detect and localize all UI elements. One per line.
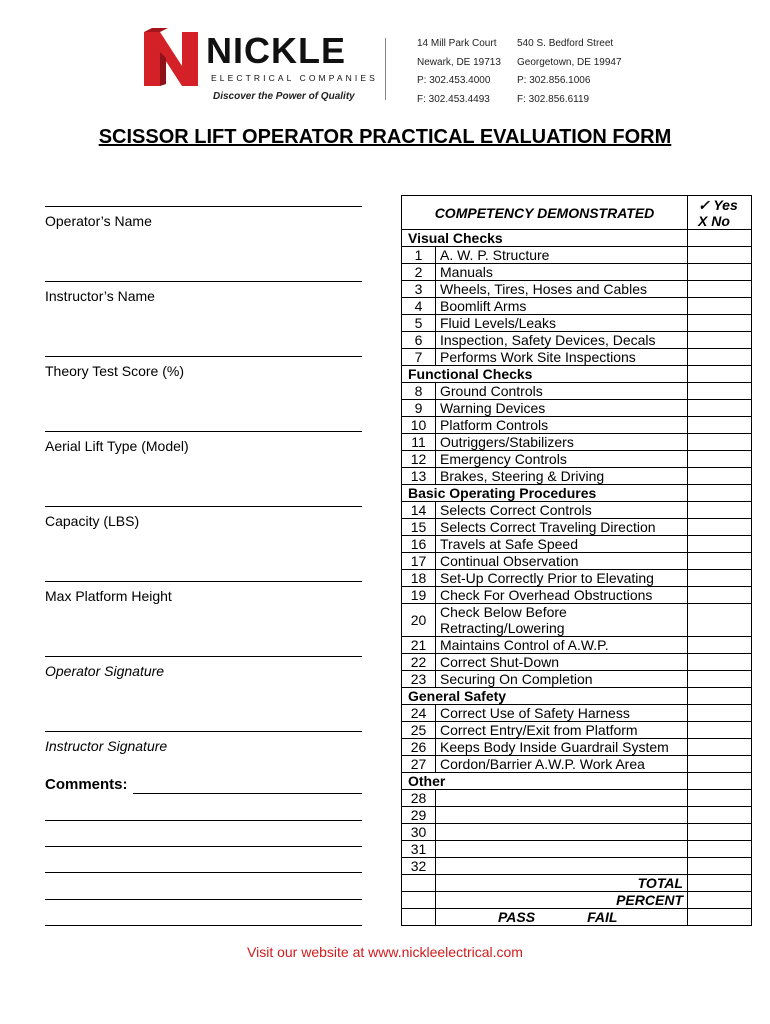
table-row: [402, 739, 752, 756]
item-text: Brakes, Steering & Driving: [436, 468, 688, 485]
section-title: Basic Operating Procedures: [402, 485, 688, 502]
item-text: Inspection, Safety Devices, Decals: [436, 332, 688, 349]
no-legend: X No: [698, 212, 730, 229]
item-text: Fluid Levels/Leaks: [436, 315, 688, 332]
check-cell[interactable]: [688, 587, 752, 604]
item-number: 15: [402, 519, 436, 536]
check-cell[interactable]: [688, 739, 752, 756]
item-number: 9: [402, 400, 436, 417]
section-title: Other: [402, 773, 688, 790]
table-row: [402, 790, 752, 807]
check-cell[interactable]: [688, 298, 752, 315]
table-row: [402, 553, 752, 570]
item-text: Boomlift Arms: [436, 298, 688, 315]
table-row: [402, 536, 752, 553]
table-row: [402, 604, 752, 637]
item-number: 3: [402, 281, 436, 298]
item-number: 21: [402, 637, 436, 654]
nickle-n-logo-icon: [140, 28, 202, 90]
company-logo: [140, 28, 380, 104]
item-number: 12: [402, 451, 436, 468]
item-text: Platform Controls: [436, 417, 688, 434]
pass-fail-row: [402, 909, 752, 926]
item-text: Continual Observation: [436, 553, 688, 570]
item-number: 2: [402, 264, 436, 281]
check-cell[interactable]: [688, 230, 752, 247]
item-text: Set-Up Correctly Prior to Elevating: [436, 570, 688, 587]
competency-header: COMPETENCY DEMONSTRATED: [402, 196, 688, 230]
blank-cell: [402, 892, 436, 909]
item-text: Selects Correct Traveling Direction: [436, 519, 688, 536]
item-number: 32: [402, 858, 436, 875]
max-platform-height-field[interactable]: Max Platform Height: [45, 581, 362, 604]
check-cell[interactable]: [688, 485, 752, 502]
table-row: [402, 332, 752, 349]
check-cell[interactable]: [688, 536, 752, 553]
comments-label: Comments:: [45, 776, 128, 793]
table-row: [402, 570, 752, 587]
table-row: [402, 705, 752, 722]
item-text: [436, 824, 688, 841]
item-text: A. W. P. Structure: [436, 247, 688, 264]
item-text: Correct Entry/Exit from Platform: [436, 722, 688, 739]
pass-fail-cell[interactable]: [436, 909, 688, 926]
item-number: 11: [402, 434, 436, 451]
item-text: Cordon/Barrier A.W.P. Work Area: [436, 756, 688, 773]
check-cell[interactable]: [688, 688, 752, 705]
check-cell[interactable]: [688, 909, 752, 926]
yes-no-legend: [688, 196, 752, 230]
item-number: 17: [402, 553, 436, 570]
section-row: [402, 485, 752, 502]
item-text: Correct Shut-Down: [436, 654, 688, 671]
check-cell[interactable]: [688, 434, 752, 451]
aerial-lift-type-field[interactable]: Aerial Lift Type (Model): [45, 431, 362, 454]
check-cell[interactable]: [688, 349, 752, 366]
item-text: Check For Overhead Obstructions: [436, 587, 688, 604]
item-text: Outriggers/Stabilizers: [436, 434, 688, 451]
item-text: Check Below Before Retracting/Lowering: [436, 604, 688, 637]
item-number: 10: [402, 417, 436, 434]
item-text: Securing On Completion: [436, 671, 688, 688]
item-text: Travels at Safe Speed: [436, 536, 688, 553]
check-cell[interactable]: [688, 756, 752, 773]
summary-value-cell[interactable]: [688, 875, 752, 892]
check-cell[interactable]: [688, 722, 752, 739]
check-cell[interactable]: [688, 841, 752, 858]
item-number: 27: [402, 756, 436, 773]
section-row: [402, 230, 752, 247]
blank-cell: [402, 909, 436, 926]
check-cell[interactable]: [688, 807, 752, 824]
check-cell[interactable]: [688, 790, 752, 807]
table-row: [402, 264, 752, 281]
check-cell[interactable]: [688, 604, 752, 637]
fail-label[interactable]: FAIL: [587, 909, 618, 925]
table-row: [402, 247, 752, 264]
item-text: Wheels, Tires, Hoses and Cables: [436, 281, 688, 298]
section-title: Functional Checks: [402, 366, 688, 383]
check-cell[interactable]: [688, 366, 752, 383]
yes-legend: ✓ Yes: [698, 196, 738, 213]
check-cell[interactable]: [688, 383, 752, 400]
item-number: 6: [402, 332, 436, 349]
page-title: SCISSOR LIFT OPERATOR PRACTICAL EVALUATION FORM: [98, 126, 672, 148]
check-cell[interactable]: [688, 451, 752, 468]
item-number: 24: [402, 705, 436, 722]
check-cell[interactable]: [688, 570, 752, 587]
summary-value-cell[interactable]: [688, 892, 752, 909]
logo-wordmark: NICKLE: [206, 30, 346, 71]
instructor-signature-field[interactable]: Instructor Signature: [45, 731, 362, 754]
item-text: Ground Controls: [436, 383, 688, 400]
item-number: 19: [402, 587, 436, 604]
operator-name-field[interactable]: Operator’s Name: [45, 206, 362, 229]
check-cell[interactable]: [688, 400, 752, 417]
item-text: Performs Work Site Inspections: [436, 349, 688, 366]
table-row: [402, 637, 752, 654]
item-number: 7: [402, 349, 436, 366]
office-address-newark: 14 Mill Park Court Newark, DE 19713 P: 302.453.4000 F: 302.453.4493: [417, 38, 501, 105]
item-number: 22: [402, 654, 436, 671]
table-row: [402, 400, 752, 417]
capacity-field[interactable]: Capacity (LBS): [45, 506, 362, 529]
item-number: 25: [402, 722, 436, 739]
item-text: Selects Correct Controls: [436, 502, 688, 519]
item-number: 30: [402, 824, 436, 841]
item-text: Manuals: [436, 264, 688, 281]
check-cell[interactable]: [688, 417, 752, 434]
item-number: 1: [402, 247, 436, 264]
item-number: 14: [402, 502, 436, 519]
item-number: 8: [402, 383, 436, 400]
section-title: Visual Checks: [402, 230, 688, 247]
table-row: [402, 519, 752, 536]
table-row: [402, 807, 752, 824]
item-number: 18: [402, 570, 436, 587]
table-row: [402, 349, 752, 366]
item-text: Correct Use of Safety Harness: [436, 705, 688, 722]
table-row: [402, 858, 752, 875]
competency-table: [401, 195, 752, 926]
comments-line[interactable]: [45, 925, 362, 926]
office-address-georgetown: 540 S. Bedford Street Georgetown, DE 19947 P: 302.856.1006 F: 302.856.6119: [517, 38, 622, 105]
item-number: 4: [402, 298, 436, 315]
section-row: [402, 773, 752, 790]
comments-line[interactable]: [133, 793, 362, 794]
comments-line[interactable]: [45, 846, 362, 847]
check-cell[interactable]: [688, 281, 752, 298]
table-row: [402, 671, 752, 688]
section-title: General Safety: [402, 688, 688, 705]
table-row: [402, 298, 752, 315]
table-row: [402, 315, 752, 332]
check-cell[interactable]: [688, 773, 752, 790]
check-cell[interactable]: [688, 315, 752, 332]
item-text: Emergency Controls: [436, 451, 688, 468]
table-row: [402, 824, 752, 841]
table-row: [402, 468, 752, 485]
comments-line[interactable]: [45, 899, 362, 900]
section-row: [402, 688, 752, 705]
check-cell[interactable]: [688, 637, 752, 654]
item-number: 28: [402, 790, 436, 807]
check-cell[interactable]: [688, 264, 752, 281]
item-number: 26: [402, 739, 436, 756]
table-row: [402, 451, 752, 468]
operator-signature-field[interactable]: Operator Signature: [45, 656, 362, 679]
item-number: 20: [402, 604, 436, 637]
check-cell[interactable]: [688, 468, 752, 485]
check-cell[interactable]: [688, 519, 752, 536]
table-row: [402, 722, 752, 739]
footer-website[interactable]: Visit our website at www.nickleelectrical.com: [247, 944, 523, 960]
item-text: Maintains Control of A.W.P.: [436, 637, 688, 654]
item-number: 29: [402, 807, 436, 824]
header-divider: [385, 38, 386, 100]
total-label: TOTAL: [436, 875, 688, 892]
theory-score-field[interactable]: Theory Test Score (%): [45, 356, 362, 379]
check-cell[interactable]: [688, 824, 752, 841]
check-cell[interactable]: [688, 332, 752, 349]
check-cell[interactable]: [688, 654, 752, 671]
instructor-name-field[interactable]: Instructor’s Name: [45, 281, 362, 304]
item-number: 23: [402, 671, 436, 688]
item-text: [436, 790, 688, 807]
item-number: 5: [402, 315, 436, 332]
item-text: Keeps Body Inside Guardrail System: [436, 739, 688, 756]
item-number: 31: [402, 841, 436, 858]
check-cell[interactable]: [688, 705, 752, 722]
item-text: Warning Devices: [436, 400, 688, 417]
comments-line[interactable]: [45, 820, 362, 821]
table-row: [402, 434, 752, 451]
blank-cell: [402, 875, 436, 892]
check-cell[interactable]: [688, 553, 752, 570]
check-cell[interactable]: [688, 247, 752, 264]
percent-label: PERCENT: [436, 892, 688, 909]
table-row: [402, 502, 752, 519]
table-row: [402, 281, 752, 298]
table-row: [402, 841, 752, 858]
item-text: [436, 858, 688, 875]
logo-tagline: Discover the Power of Quality: [213, 91, 355, 102]
table-header-row: [402, 196, 752, 230]
table-row: [402, 756, 752, 773]
table-row: [402, 417, 752, 434]
item-number: 16: [402, 536, 436, 553]
item-number: 13: [402, 468, 436, 485]
comments-line[interactable]: [45, 872, 362, 873]
pass-label[interactable]: PASS: [498, 909, 536, 925]
table-row: [402, 587, 752, 604]
logo-subtitle: ELECTRICAL COMPANIES: [211, 73, 378, 83]
check-cell[interactable]: [688, 858, 752, 875]
summary-row: [402, 892, 752, 909]
table-row: [402, 383, 752, 400]
check-cell[interactable]: [688, 502, 752, 519]
item-text: [436, 841, 688, 858]
item-text: [436, 807, 688, 824]
table-row: [402, 654, 752, 671]
section-row: [402, 366, 752, 383]
check-cell[interactable]: [688, 671, 752, 688]
summary-row: [402, 875, 752, 892]
